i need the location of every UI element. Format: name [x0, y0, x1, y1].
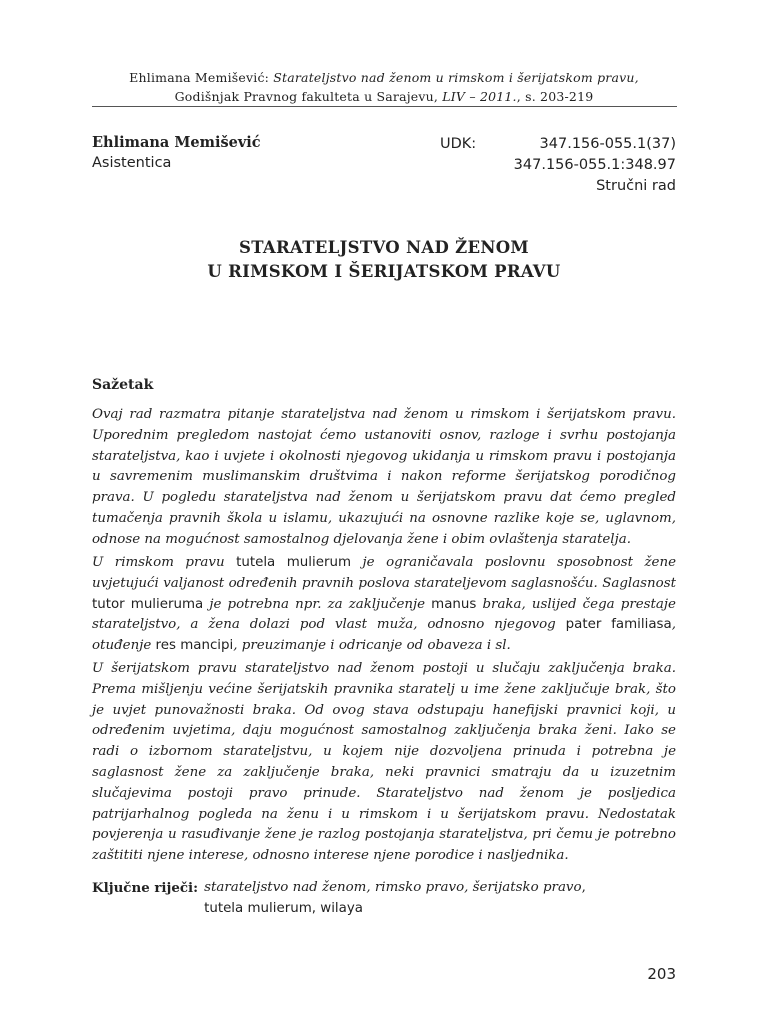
p2-text-6: , preuzimanje i odricanje od obaveza i sl.	[233, 638, 511, 654]
header-line-1	[92, 68, 676, 87]
p2-text-1: U rimskom pravu	[92, 555, 237, 570]
header-divider	[92, 106, 677, 107]
keywords-upright: tutela mulierum, wilaya	[204, 900, 363, 916]
abstract-heading: Sažetak	[92, 377, 154, 393]
p2-term-tutela: tutela mulierum	[236, 555, 352, 570]
keywords-separator: ,	[581, 880, 586, 895]
p2-text-3: je potrebna npr. za zaključenje	[203, 596, 432, 612]
udk-code-2: 347.156-055.1:348.97	[513, 157, 676, 173]
abstract-paragraph-2	[92, 553, 676, 657]
classification-block	[440, 134, 676, 197]
udk-code-1: 347.156-055.1(37)	[539, 136, 676, 152]
keywords-italic: starateljstvo nad ženom, rimsko pravo, šerijatsko pravo	[204, 880, 582, 895]
author-role: Asistentica	[92, 155, 172, 171]
author-name: Ehlimana Memišević	[92, 134, 261, 151]
udk-row	[440, 134, 676, 155]
p2-term-pater: pater familiasa	[565, 617, 672, 633]
keywords-list	[204, 878, 624, 920]
title-line-2: U RIMSKOM I ŠERIJATSKOM PRAVU	[207, 262, 561, 281]
p2-term-tutor: tutor mulieruma	[92, 596, 204, 612]
header-author: Ehlimana Memišević:	[129, 70, 274, 85]
article-title	[92, 236, 676, 284]
p2-text-5: , otuđenje	[92, 617, 676, 654]
page-number: 203	[647, 965, 676, 983]
header-pages: , s. 203-219	[516, 89, 594, 104]
header-volume: LIV – 2011.	[442, 89, 517, 104]
keywords-label: Ključne riječi:	[92, 880, 199, 896]
abstract-paragraph-3: U šerijatskom pravu starateljstvo nad ženom postoji u slučaju zaključenja braka. Prema mišljenju većine šerijatskih pravnika staratelj u ime žene zaključuje brak, što je uvjet punovažnosti braka. Od ovog stava odstupaju hanefijski pravnici koji, u određenim uvjetima, daju mogućnost samostalnog zaključenja braka ženi. Iako se radi o izbornom starateljstvu, u kojem nije dozvoljena prinuda i potrebna je saglasnost žene za zaključenje braka, neki pravnici smatraju da u izuzetnim slučajevima postoji pravo prinude. Starateljstvo nad ženom je posljedica patrijarhalnog pogleda na ženu i u rimskom i u šerijatskom pravu. Nedostatak povjerenja u rasuđivanje žene je razlog postojanja starateljstva, pri čemu je potrebno zaštititi njene interese, odnosno interese njene porodice i nasljednika.	[92, 661, 676, 864]
p2-term-manus: manus	[431, 596, 477, 612]
p2-text-2: je ograničavala poslovnu sposobnost žene uvjetujući valjanost određenih pravnih poslova starateljevom saglasnošću. Saglasnost	[92, 555, 677, 591]
udk-label: UDK:	[440, 136, 477, 152]
keywords	[92, 878, 676, 920]
paper-type: Stručni rad	[596, 178, 676, 194]
running-header	[92, 68, 676, 106]
title-line-1: STARATELJSTVO NAD ŽENOM	[239, 238, 529, 257]
p2-text-4: braka, uslijed čega prestaje starateljstvo, a žena dolazi pod vlast muža, odnosno njegovog	[92, 596, 676, 633]
header-journal: Godišnjak Pravnog fakulteta u Sarajevu,	[174, 89, 443, 104]
header-article-title: Starateljstvo nad ženom u rimskom i šerijatskom pravu,	[273, 70, 639, 85]
p2-term-res-mancipi: res mancipi	[155, 638, 234, 654]
header-line-2	[92, 87, 676, 106]
abstract-paragraph-1: Ovaj rad razmatra pitanje starateljstva nad ženom u rimskom i šerijatskom pravu. Uporednim pregledom nastojat ćemo ustanoviti osnov, razloge i svrhu postojanja starateljstva, kao i uvjete i okolnosti njegovog ukidanja u rimskom pravu i postojanja u savremenim muslimanskim društvima i nakon reforme šerijatskog porodičnog prava. U pogledu starateljstva nad ženom u šerijatskom pravu dat ćemo pregled tumačenja pravnih škola u islamu, ukazujući na osnovne razlike koje se, uglavnom, odnose na mogućnost samostalnog djelovanja žene i obim ovlaštenja staratelja.	[92, 407, 676, 547]
